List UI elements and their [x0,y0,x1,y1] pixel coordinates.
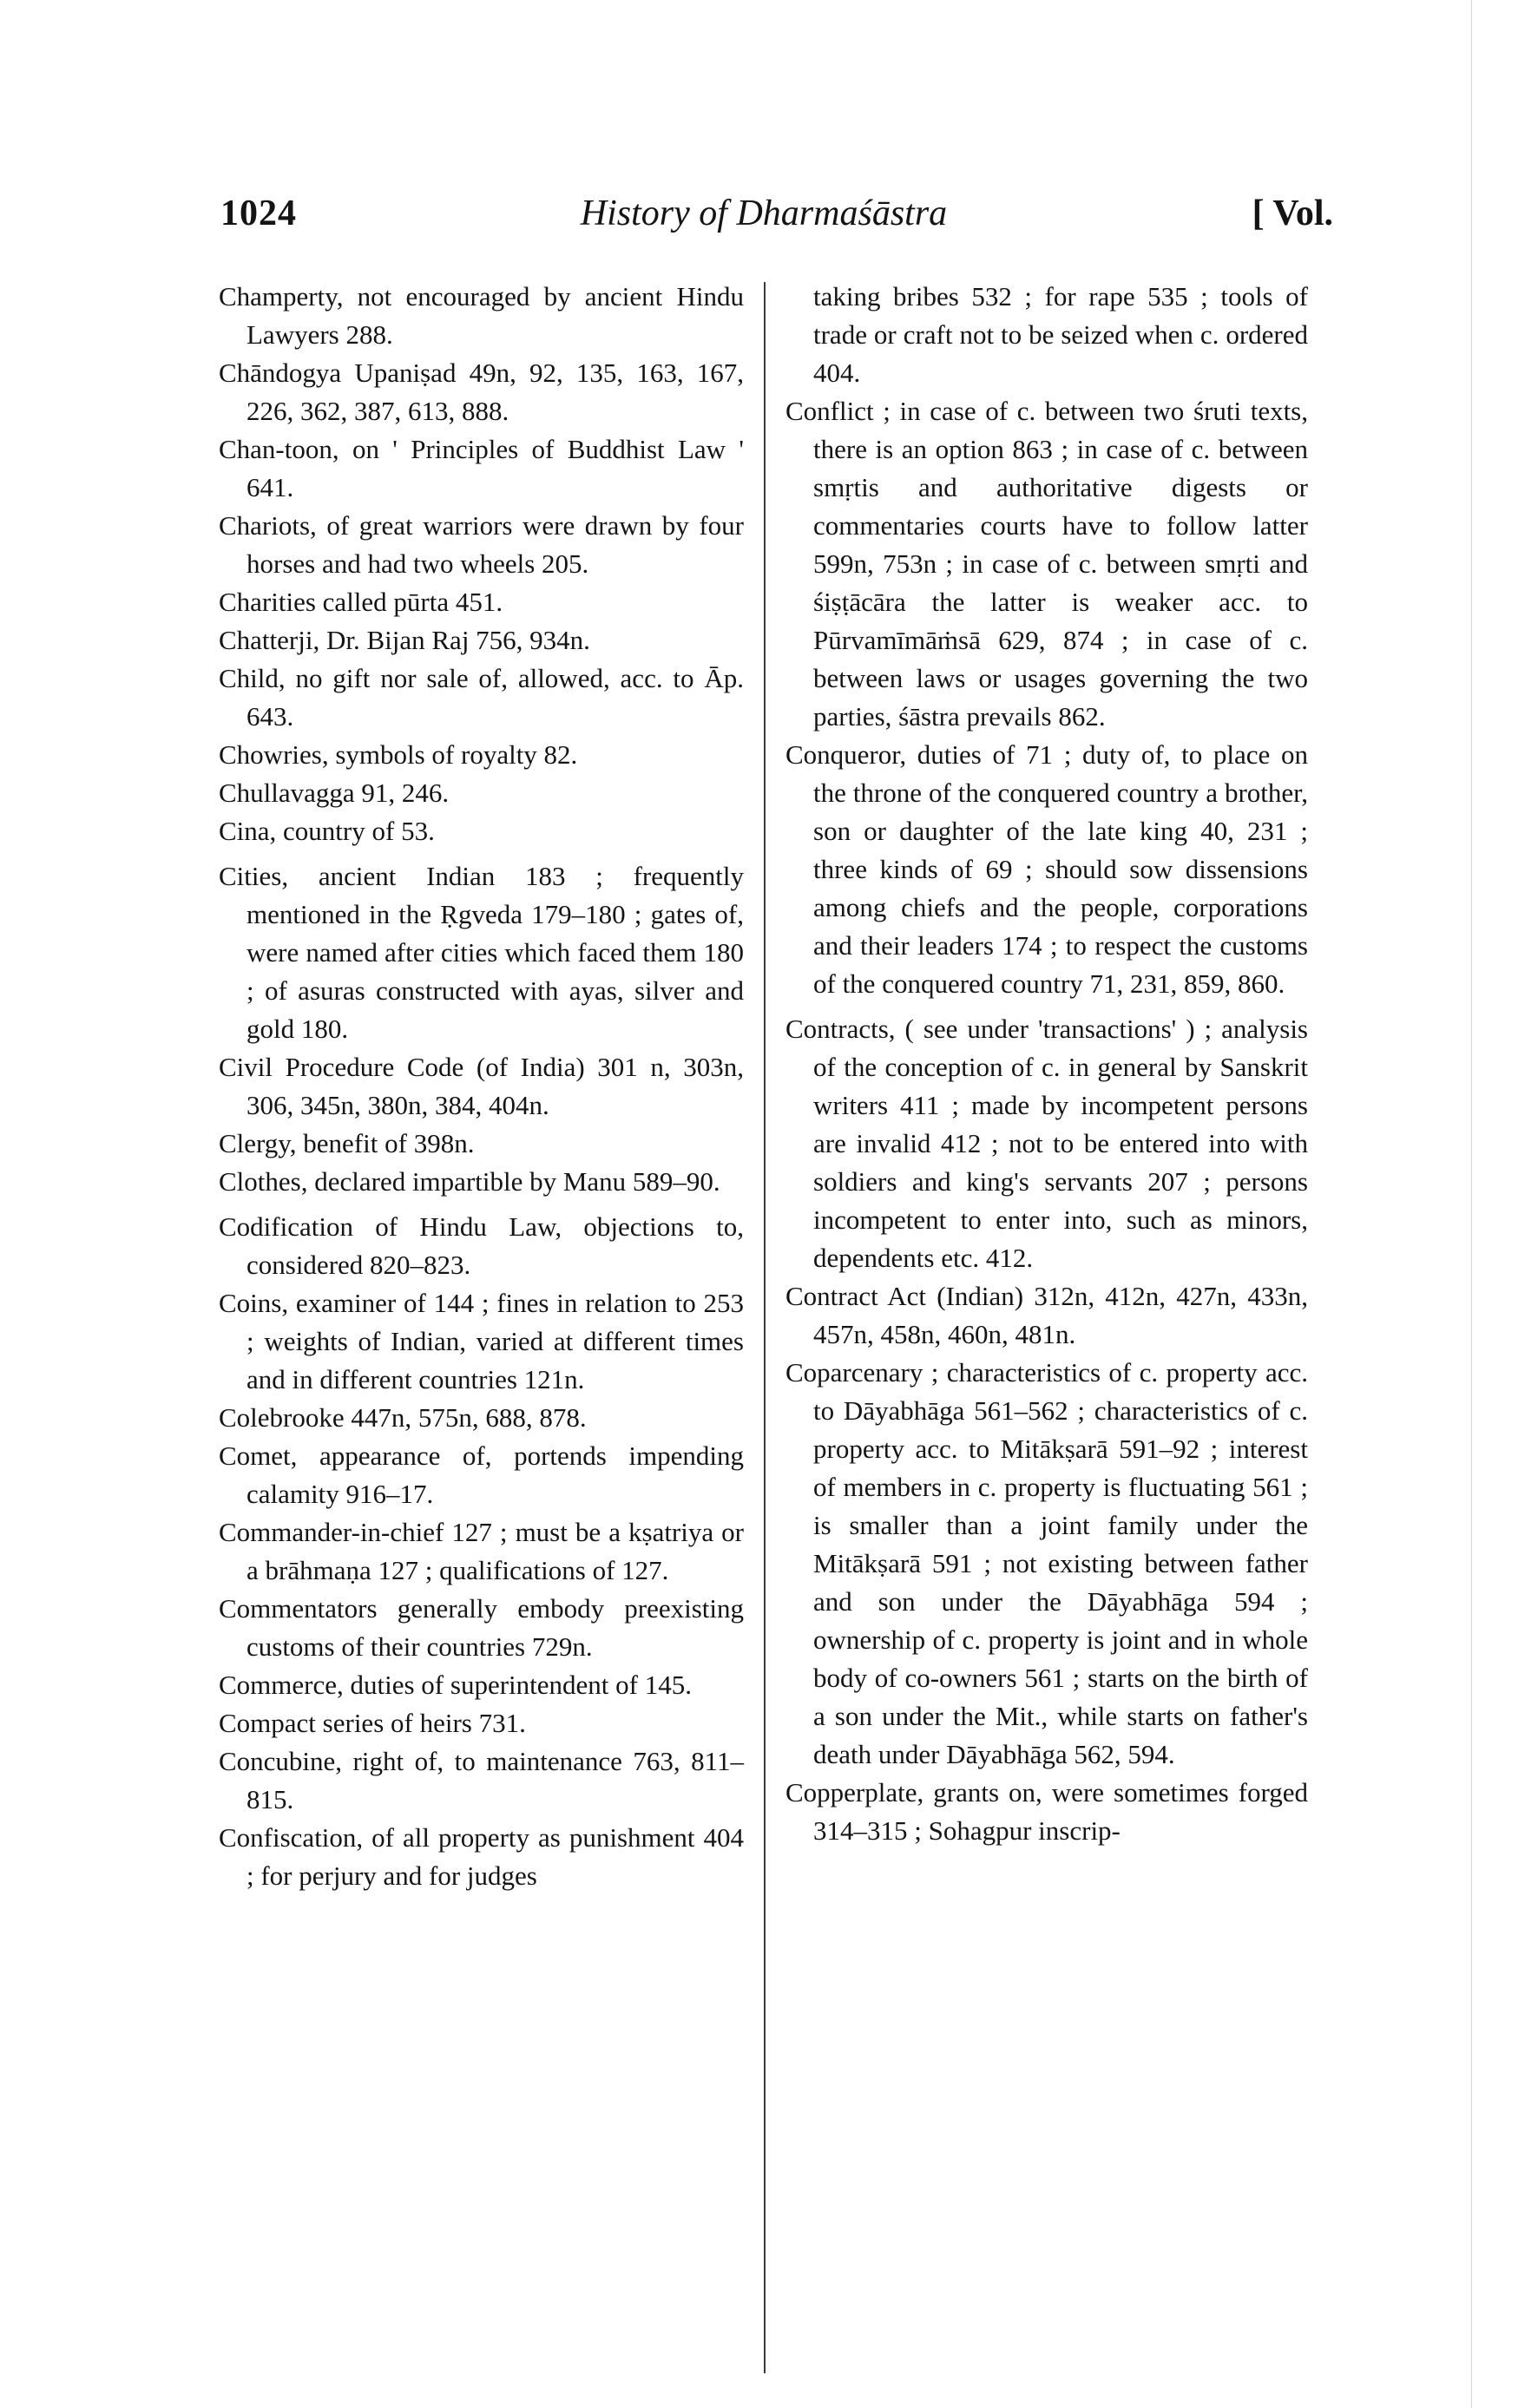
index-entry: Chāndogya Upaniṣad 49n, 92, 135, 163, 167, 226, 362, 387, 613, 888. [219,358,744,426]
index-entry: Charities called pūrta 451. [219,587,503,617]
page-number: 1024 [220,194,297,233]
index-entry: Civil Procedure Code (of India) 301 n, 303n, 306, 345n, 380n, 384, 404n. [219,1052,744,1120]
index-entry: Commentators generally embody preexisting customs of their countries 729n. [219,1593,744,1662]
index-entry: Coins, examiner of 144 ; fines in relation to 253 ; weights of Indian, varied at different times and in different countries 121n. [219,1288,744,1394]
index-entry: Conflict ; in case of c. between two śruti texts, there is an option 863 ; in case of c. between smṛtis and authoritative digests or commentaries courts have to follow latter 599n, 753n ; in case of c. between smṛti and śiṣṭācāra the latter is weaker acc. to Pūrvamīmāṁsā 629, 874 ; in case of c. between laws or usages governing the two parties, śāstra prevails 862. [785,396,1308,732]
index-entry: Chowries, symbols of royalty 82. [219,739,578,770]
index-entry: Conqueror, duties of 71 ; duty of, to place on the throne of the conquered country a brother, son or daughter of the late king 40, 231 ; three kinds of 69 ; should sow dissensions among chiefs and the people, corporations and their leaders 174 ; to respect the customs of the conquered country 71, 231, 859, 860. [785,739,1308,999]
index-entry: Copperplate, grants on, were sometimes forged 314–315 ; Sohagpur inscrip- [785,1777,1308,1846]
volume-label: [ Vol. [1252,194,1333,233]
index-column-left [219,278,744,1895]
index-column-right [785,278,1308,1850]
index-entry: Chatterji, Dr. Bijan Raj 756, 934n. [219,625,590,655]
index-entry: Compact series of heirs 731. [219,1708,526,1738]
index-entry: Contract Act (Indian) 312n, 412n, 427n, 433n, 457n, 458n, 460n, 481n. [785,1281,1308,1349]
index-entry: Colebrooke 447n, 575n, 688, 878. [219,1402,587,1433]
page-edge-rule [1471,0,1472,2408]
column-divider [764,282,766,2373]
index-entry: Confiscation, of all property as punishment 404 ; for perjury and for judges [219,1822,744,1891]
index-entry: Commerce, duties of superintendent of 145. [219,1670,692,1700]
index-entry: Cities, ancient Indian 183 ; frequently mentioned in the Ṛgveda 179–180 ; gates of, were named after cities which faced them 180 ; of asuras constructed with ayas, silver and gold 180. [219,861,744,1044]
index-entry: Clothes, declared impartible by Manu 589–90. [219,1166,720,1197]
index-entry: Chan-toon, on ' Principles of Buddhist Law ' 641. [219,434,744,502]
index-entry: Commander-in-chief 127 ; must be a kṣatriya or a brāhmaṇa 127 ; qualifications of 127. [219,1517,744,1585]
index-entry: Comet, appearance of, portends impending calamity 916–17. [219,1440,744,1509]
index-entry: Clergy, benefit of 398n. [219,1128,475,1158]
index-entry: Cina, country of 53. [219,816,435,846]
index-entry: Contracts, ( see under 'transactions' ) ; analysis of the conception of c. in general by Sanskrit writers 411 ; made by incompetent persons are invalid 412 ; not to be entered into with soldiers and king's servants 207 ; persons incompetent to enter into, such as minors, dependents etc. 412. [785,1014,1308,1273]
index-entry-continuation: taking bribes 532 ; for rape 535 ; tools of trade or craft not to be seized when c. ordered 404. [813,281,1308,388]
index-entry: Chullavagga 91, 246. [219,778,450,808]
index-entry: Concubine, right of, to maintenance 763, 811–815. [219,1746,744,1814]
running-title: History of Dharmaśāstra [580,194,948,233]
index-entry: Child, no gift nor sale of, allowed, acc. to Āp. 643. [219,663,744,732]
index-entry: Champerty, not encouraged by ancient Hindu Lawyers 288. [219,281,744,350]
index-entry: Coparcenary ; characteristics of c. property acc. to Dāyabhāga 561–562 ; characteristics of c. property acc. to Mitākṣarā 591–92 ; interest of members in c. property is fluctuating 561 ; is smaller than a joint family under the Mitākṣarā 591 ; not existing between father and son under the Dāyabhāga 594 ; ownership of c. property is joint and in whole body of co-owners 561 ; starts on the birth of a son under the Mit., while starts on father's death under Dāyabhāga 562, 594. [785,1357,1308,1769]
index-entry: Codification of Hindu Law, objections to, considered 820–823. [219,1211,744,1280]
index-entry: Chariots, of great warriors were drawn by four horses and had two wheels 205. [219,510,744,579]
